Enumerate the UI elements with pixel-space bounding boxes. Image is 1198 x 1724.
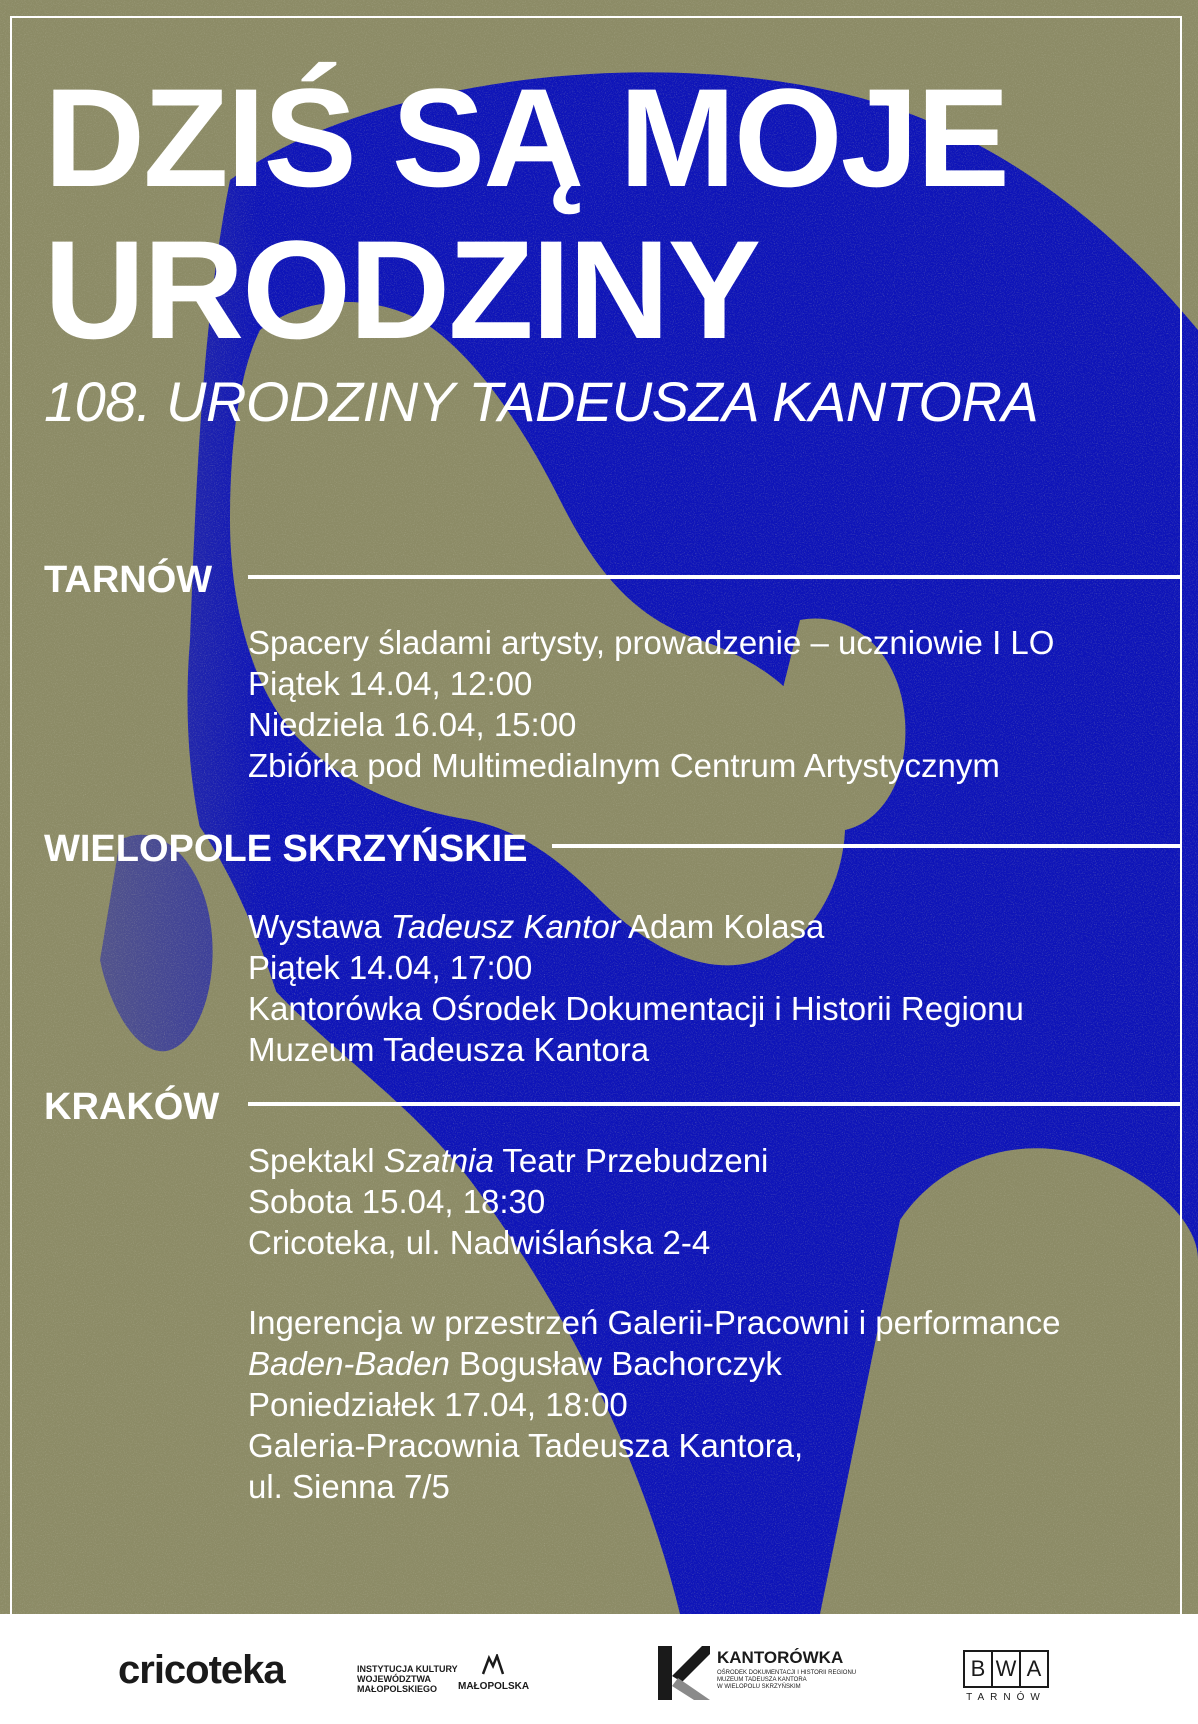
- bwa-letters: [963, 1650, 1049, 1688]
- event-text: Teatr Przebudzeni: [493, 1142, 769, 1179]
- institution-line: WOJEWÓDZTWA: [357, 1674, 431, 1684]
- event-text: Bogusław Bachorczyk: [449, 1345, 782, 1382]
- event-line: Ingerencja w przestrzeń Galerii-Pracowni i performance: [248, 1304, 1061, 1341]
- section-heading-wielopole: WIELOPOLE SKRZYŃSKIE: [44, 828, 528, 870]
- kantorowka-k-icon: [658, 1646, 710, 1700]
- kantorowka-subtitle: [717, 1670, 856, 1691]
- section-heading-tarnow: TARNÓW: [44, 559, 213, 601]
- institution-line: MAŁOPOLSKIEGO: [357, 1684, 438, 1694]
- event-title-italic: Baden-Baden: [248, 1345, 450, 1382]
- cricoteka-logo: cricoteka: [118, 1648, 285, 1692]
- section-divider-tarnow: [248, 575, 1182, 579]
- event-line: Galeria-Pracownia Tadeusza Kantora,: [248, 1427, 804, 1464]
- event-line: Muzeum Tadeusza Kantora: [248, 1031, 650, 1068]
- title-line-2: URODZINY: [44, 211, 760, 368]
- event-block-krakow-2: [248, 1302, 1061, 1507]
- event-line: [248, 1140, 768, 1181]
- event-line: Spacery śladami artysty, prowadzenie – uczniowie I LO: [248, 624, 1055, 661]
- event-line: Piątek 14.04, 12:00: [248, 665, 533, 702]
- event-line: Zbiórka pod Multimedialnym Centrum Artystycznym: [248, 747, 1000, 784]
- institution-line: INSTYTUCJA KULTURY: [357, 1664, 458, 1674]
- event-line: Poniedziałek 17.04, 18:00: [248, 1386, 628, 1423]
- malopolska-logo: [458, 1654, 528, 1692]
- malopolska-label: MAŁOPOLSKA: [458, 1681, 530, 1692]
- bwa-letter: A: [1026, 1656, 1042, 1681]
- poster-subtitle: 108. URODZINY TADEUSZA KANTORA: [44, 370, 1039, 433]
- sponsor-footer: [0, 1614, 1198, 1724]
- kantorowka-sub-line: MUZEUM TADEUSZA KANTORA: [717, 1677, 807, 1683]
- event-line: [248, 906, 1024, 947]
- bwa-letter: B: [965, 1652, 993, 1686]
- event-line: Niedziela 16.04, 15:00: [248, 706, 577, 743]
- event-line: Kantorówka Ośrodek Dokumentacji i Historii Regionu: [248, 990, 1024, 1027]
- kantorowka-sub-line: OŚRODEK DOKUMENTACJI I HISTORII REGIONU: [717, 1670, 857, 1676]
- malopolska-icon: [481, 1654, 505, 1676]
- title-line-1: DZIŚ SĄ MOJE: [44, 59, 1008, 216]
- kantorowka-name: KANTORÓWKA: [717, 1648, 844, 1667]
- event-block-krakow-1: [248, 1140, 768, 1263]
- event-line: ul. Sienna 7/5: [248, 1468, 450, 1505]
- section-heading-krakow: KRAKÓW: [44, 1086, 220, 1128]
- event-line: Sobota 15.04, 18:30: [248, 1183, 546, 1220]
- bwa-tarnow-logo: [963, 1650, 1049, 1703]
- event-line: [248, 1343, 1061, 1384]
- poster-title: [44, 59, 1008, 368]
- event-text: Adam Kolasa: [620, 908, 825, 945]
- kantorowka-logo: [658, 1646, 857, 1705]
- event-block-wielopole: [248, 906, 1024, 1070]
- event-line: Cricoteka, ul. Nadwiślańska 2-4: [248, 1224, 711, 1261]
- event-text: Spektakl: [248, 1142, 384, 1179]
- section-divider-wielopole: [552, 844, 1182, 848]
- event-title-italic: Tadeusz Kantor: [390, 908, 621, 945]
- event-text: Wystawa: [248, 908, 391, 945]
- kantorowka-sub-line: W WIELOPOLU SKRZYŃSKIM: [717, 1684, 801, 1690]
- bwa-city: TARNÓW: [966, 1692, 1046, 1703]
- event-line: Piątek 14.04, 17:00: [248, 949, 533, 986]
- event-block-tarnow: [248, 622, 1054, 786]
- event-title-italic: Szatnia: [383, 1142, 494, 1179]
- institution-label: [357, 1664, 458, 1694]
- section-divider-krakow: [248, 1102, 1182, 1106]
- bwa-letter: W: [993, 1652, 1021, 1686]
